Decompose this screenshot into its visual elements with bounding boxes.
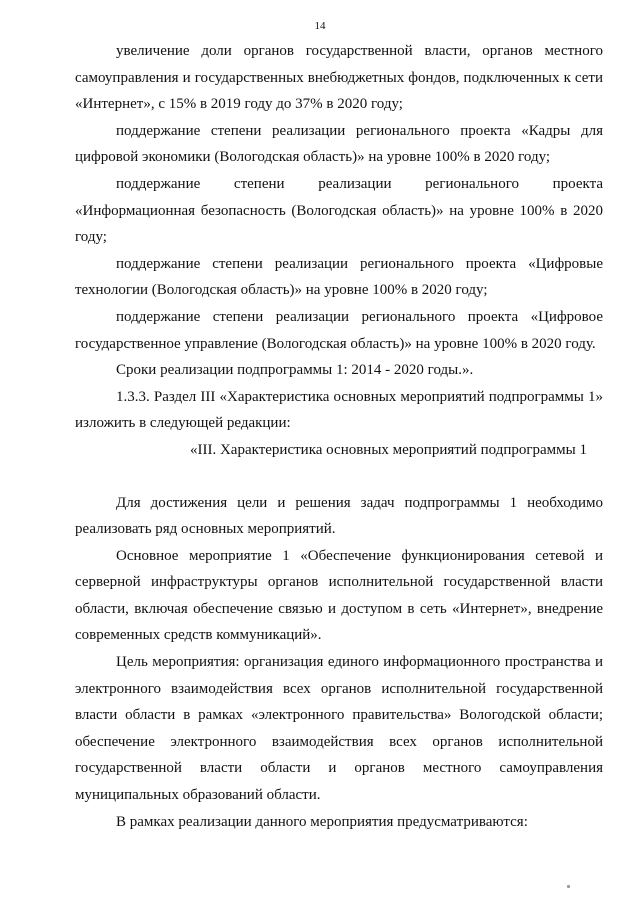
paragraph-indicator-cadres: поддержание степени реализации регионального проекта «Кадры для цифровой экономики (Вологодская область)» на уровне 100% в 2020 году; [75,122,603,166]
paragraph-indicator-digital-tech: поддержание степени реализации регионального проекта «Цифровые технологии (Вологодская область)» на уровне 100% в 2020 году; [75,255,603,299]
blank-line [75,464,603,490]
scan-artifact-dot [567,885,570,888]
document-body [75,38,603,835]
paragraph-indicator-digital-gov: поддержание степени реализации регионального проекта «Цифровое государственное управление (Вологодская область)» на уровне 100% в 2020 году. [75,308,603,352]
paragraph-indicator-infosec: поддержание степени реализации регионального проекта «Информационная безопасность (Вологодская область)» на уровне 100% в 2020 году; [75,175,603,246]
paragraph-activity-goal: Цель мероприятия: организация единого информационного пространства и электронного взаимодействия всех органов исполнительной государственной власти области в рамках «электронного правительства» Вологодской области; обеспечение электронного взаимодействия всех органов исполнительной государственной власти области и органов местного самоуправления муниципальных образований области. [75,654,603,804]
section-heading: «III. Характеристика основных мероприятий подпрограммы 1 [189,441,587,458]
paragraph-amendment-1-3-3: 1.3.3. Раздел III «Характеристика основных мероприятий подпрограммы 1» изложить в следующей редакции: [75,388,603,432]
paragraph-indicator-internet: увеличение доли органов государственной власти, органов местного самоуправления и государственных внебюджетных фондов, подключенных к сети «Интернет», с 15% в 2019 году до 37% в 2020 году; [75,43,603,113]
paragraph-goal-intro: Для достижения цели и решения задач подпрограммы 1 необходимо реализовать ряд основных мероприятий. [75,494,603,538]
paragraph-implementation-period: Сроки реализации подпрограммы 1: 2014 - 2020 годы.». [116,362,474,379]
page-number: 14 [314,20,326,32]
paragraph-main-activity-1: Основное мероприятие 1 «Обеспечение функционирования сетевой и серверной инфраструктуры органов исполнительной государственной власти области, включая обеспечение связью и доступом в сеть «Интернет», внедрение современных средств коммуникаций». [75,547,603,644]
paragraph-provisions-intro: В рамках реализации данного мероприятия предусматриваются: [116,813,528,830]
